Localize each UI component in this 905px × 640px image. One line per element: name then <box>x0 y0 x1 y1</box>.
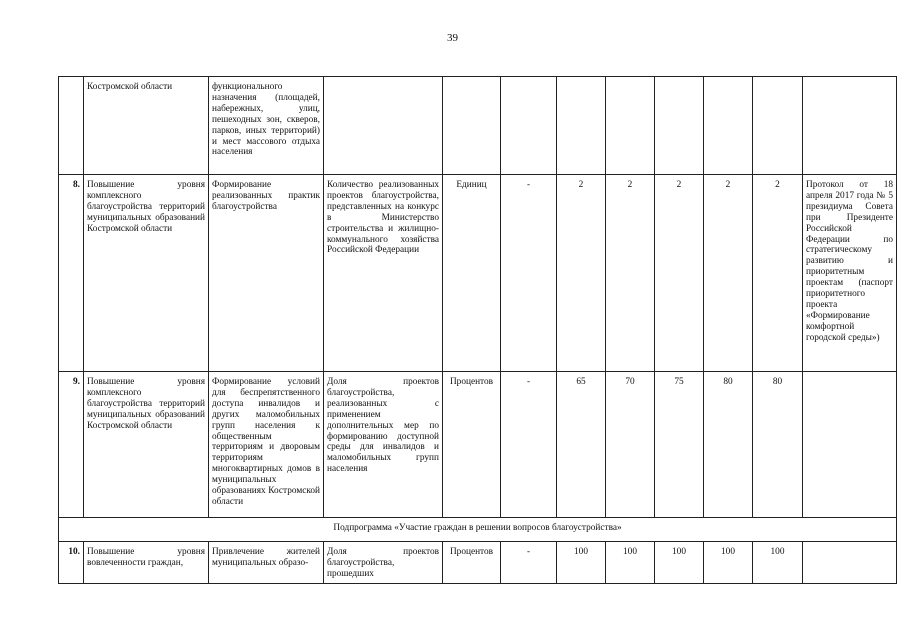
value-cell <box>704 77 753 175</box>
activity-cell: Формирование условий для беспрепятственного доступа инвалидов и других маломобильных групп населения к общественным территориям и дворовым территориям многоквартирных домов в муниципальных образованиях Костромской области <box>209 372 324 518</box>
value-cell: 65 <box>557 372 606 518</box>
note-cell: Протокол от 18 апреля 2017 года № 5 президиума Совета при Президенте Российской Федерации по стратегическому развитию и приоритетным проектам (паспорт приоритетного проекта «Формирование комфортной городской среды») <box>803 175 897 372</box>
value-cell: 70 <box>606 372 655 518</box>
value-cell: 2 <box>704 175 753 372</box>
value-cell <box>655 77 704 175</box>
value-cell: 75 <box>655 372 704 518</box>
value-cell: 100 <box>655 542 704 584</box>
value-cell: 2 <box>606 175 655 372</box>
value-cell: 80 <box>753 372 803 518</box>
unit-cell: Процентов <box>443 372 501 518</box>
unit-cell: Единиц <box>443 175 501 372</box>
indicator-cell: Доля проектов благоустройства, реализованных с применением дополнительных мер по формированию доступной среды для инвалидов и маломобильных групп населения <box>324 372 443 518</box>
table-row <box>59 175 897 372</box>
note-cell <box>803 372 897 518</box>
value-cell: 100 <box>557 542 606 584</box>
note-cell <box>803 77 897 175</box>
value-cell: 100 <box>753 542 803 584</box>
value-cell: 2 <box>753 175 803 372</box>
page-number: 39 <box>447 32 458 44</box>
value-cell: 2 <box>655 175 704 372</box>
table-row <box>59 372 897 518</box>
unit-cell: Процентов <box>443 542 501 584</box>
table-row <box>59 77 897 175</box>
value-cell <box>557 77 606 175</box>
subprogram-title: Подпрограмма «Участие граждан в решении вопросов благоустройства» <box>59 518 897 542</box>
row-number: 9. <box>59 372 84 518</box>
base-value-cell: - <box>501 372 557 518</box>
task-cell: Повышение уровня комплексного благоустройства территорий муниципальных образований Костромской области <box>84 175 209 372</box>
task-cell: Повышение уровня вовлеченности граждан, <box>84 542 209 584</box>
row-number: 10. <box>59 542 84 584</box>
indicator-cell: Доля проектов благоустройства, прошедших <box>324 542 443 584</box>
value-cell: 100 <box>704 542 753 584</box>
value-cell: 80 <box>704 372 753 518</box>
task-cell: Повышение уровня комплексного благоустройства территорий муниципальных образований Костромской области <box>84 372 209 518</box>
activity-cell: функционального назначения (площадей, набережных, улиц, пешеходных зон, скверов, парков, иных территорий) и мест массового отдыха населения <box>209 77 324 175</box>
indicators-table <box>58 76 897 584</box>
row-number: 8. <box>59 175 84 372</box>
indicator-cell: Количество реализованных проектов благоустройства, представленных на конкурс в Министерство строительства и жилищно-коммунального хозяйства Российской Федерации <box>324 175 443 372</box>
base-value-cell <box>501 77 557 175</box>
unit-cell <box>443 77 501 175</box>
value-cell <box>606 77 655 175</box>
table-row <box>59 542 897 584</box>
value-cell: 2 <box>557 175 606 372</box>
value-cell <box>753 77 803 175</box>
row-number <box>59 77 84 175</box>
activity-cell: Формирование реализованных практик благоустройства <box>209 175 324 372</box>
value-cell: 100 <box>606 542 655 584</box>
indicator-cell <box>324 77 443 175</box>
base-value-cell: - <box>501 542 557 584</box>
task-cell: Костромской области <box>84 77 209 175</box>
base-value-cell: - <box>501 175 557 372</box>
activity-cell: Привлечение жителей муниципальных образо- <box>209 542 324 584</box>
note-cell <box>803 542 897 584</box>
subprogram-row <box>59 518 897 542</box>
